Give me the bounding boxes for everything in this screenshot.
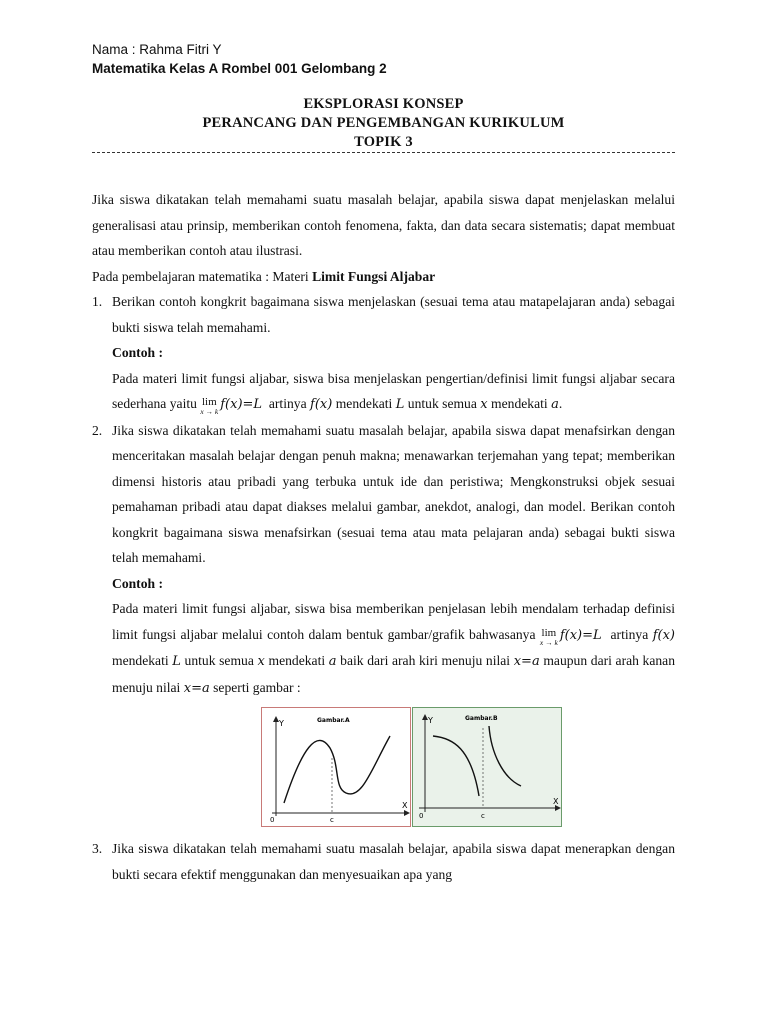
math-L: L: [172, 654, 181, 669]
list-item: [92, 289, 675, 418]
item-text: Berikan contoh kongkrit bagaimana siswa menjelaskan (sesuai tema atau matapelajaran anda) sebagai bukti siswa telah memahami.: [112, 294, 675, 335]
origin-label: 0: [270, 816, 275, 824]
c-label: c: [481, 812, 485, 820]
lim-word: lim: [201, 396, 217, 408]
item-text: Jika siswa dikatakan telah memahami suatu masalah belajar, apabila siswa dapat menafsirkan dengan menceritakan masalah belajar dengan penuh makna; menawarkan terjemahan yang tepat; memberikan dimensi historis atau pribadi yang terbuka untuk ide dan peristiwa; Mengkonstruksi objek sesuai pemahaman pribadi atau dapat diakses melalui gambar, anekdot, analogi, dan model. Berikan contoh kongkrit bagaimana siswa menafsirkan (sesuai tema atau mata pelajaran anda) sebagai bukti siswa telah memahami.: [112, 422, 675, 565]
figure-a-title: Gambar.A: [317, 717, 350, 724]
figure-b: [412, 707, 562, 827]
x-label: X: [553, 797, 559, 806]
materi-prefix: Pada pembelajaran matematika : Materi: [92, 268, 313, 284]
example-label: Contoh :: [112, 345, 163, 360]
example-text: artinya: [610, 626, 649, 642]
math-x-eq-a: x=a: [183, 680, 210, 696]
dashed-divider: [92, 152, 675, 153]
example-paragraph: Pada materi limit fungsi aljabar, siswa bisa menjelaskan pengertian/definisi limit fungsi aljabar secara sederhana yaitu lim x → k f(x)=L artinya f(x) mendekati L untuk semua x mendekati a.: [112, 370, 675, 416]
example-label: Contoh :: [112, 575, 163, 591]
graph-b-svg: [413, 708, 563, 828]
lim-word: lim: [541, 626, 557, 639]
x-label: X: [402, 801, 408, 810]
document-title: [92, 95, 675, 152]
document-header: [92, 40, 387, 78]
item-number: 3.: [92, 841, 103, 856]
curve-a: [284, 736, 390, 803]
example-text: mendekati: [335, 396, 393, 411]
item-number: 1.: [92, 294, 103, 309]
materi-line: [92, 264, 675, 290]
example-text: mendekati: [268, 653, 326, 668]
math-a: a: [328, 654, 337, 669]
title-line-2: PERANCANG DAN PENGEMBANGAN KURIKULUM: [202, 115, 565, 131]
figure-a: [261, 707, 411, 827]
math-x: x: [480, 397, 488, 412]
lim-subscript: x → k: [539, 637, 558, 647]
math-L: L: [395, 397, 405, 412]
graph-a-svg: [262, 708, 412, 828]
materi-topic: Limit Fungsi Aljabar: [312, 268, 436, 284]
math-fx: f(x): [652, 627, 675, 643]
example-text: baik dari arah kiri menuju nilai: [340, 653, 511, 668]
example-text: Pada materi limit fungsi aljabar, siswa bisa memberikan penjelasan lebih mendalam terhadap definisi limit fungsi aljabar melalui contoh dalam bentuk gambar/grafik bahwasanya: [112, 601, 675, 642]
item-number: 2.: [92, 422, 103, 438]
limit-expression: [539, 626, 558, 647]
student-class: Matematika Kelas A Rombel 001 Gelombang 2: [92, 61, 387, 76]
example-text: seperti gambar :: [213, 679, 301, 695]
example-text: maupun dari arah kanan menuju nilai: [112, 653, 676, 695]
math-a: a: [551, 397, 559, 412]
figure-b-title: Gambar.B: [465, 715, 498, 722]
curve-b-left: [433, 736, 479, 796]
student-name: Nama : Rahma Fitri Y: [92, 42, 222, 57]
limit-body: f(x)=L: [559, 627, 602, 643]
example-paragraph: [112, 596, 675, 701]
example-text: artinya: [268, 396, 307, 411]
math-fx: f(x): [310, 397, 333, 412]
limit-expression: [200, 398, 218, 416]
example-text: untuk semua: [184, 653, 254, 668]
c-label: c: [330, 816, 334, 824]
curve-b-right: [489, 726, 521, 786]
lim-subscript: x → k: [200, 407, 219, 416]
figure-group: [112, 707, 675, 832]
y-label: Y: [279, 719, 284, 728]
document-body: [92, 187, 675, 887]
list-item: [92, 836, 675, 887]
intro-paragraph: Jika siswa dikatakan telah memahami suatu masalah belajar, apabila siswa dapat menjelaskan melalui generalisasi atau prinsip, memberikan contoh fenomena, fakta, dan data secara sistematis; dapat membuat atau memberikan contoh atau ilustrasi.: [92, 192, 675, 258]
math-x: x: [257, 654, 265, 669]
item-text: Jika siswa dikatakan telah memahami suatu masalah belajar, apabila siswa dapat menerapkan dengan bukti secara efektif menggunakan dan menyesuaikan apa yang: [112, 841, 675, 882]
y-label: Y: [428, 716, 433, 725]
math-x-eq-a: x=a: [513, 654, 540, 669]
limit-body: f(x)=L: [220, 397, 263, 412]
list-item: [92, 418, 675, 833]
x-axis-arrow: [404, 810, 410, 816]
example-text: mendekati: [112, 653, 169, 668]
title-line-1: EKSPLORASI KONSEP: [303, 96, 464, 112]
example-text: Pada materi limit fungsi aljabar, siswa bisa menjelaskan pengertian/definisi limit fungsi aljabar secara sederhana yaitu: [112, 370, 675, 411]
example-text: untuk semua: [407, 396, 477, 411]
title-line-3: TOPIK 3: [354, 134, 413, 150]
origin-label: 0: [419, 812, 424, 820]
example-text: mendekati: [491, 396, 548, 411]
